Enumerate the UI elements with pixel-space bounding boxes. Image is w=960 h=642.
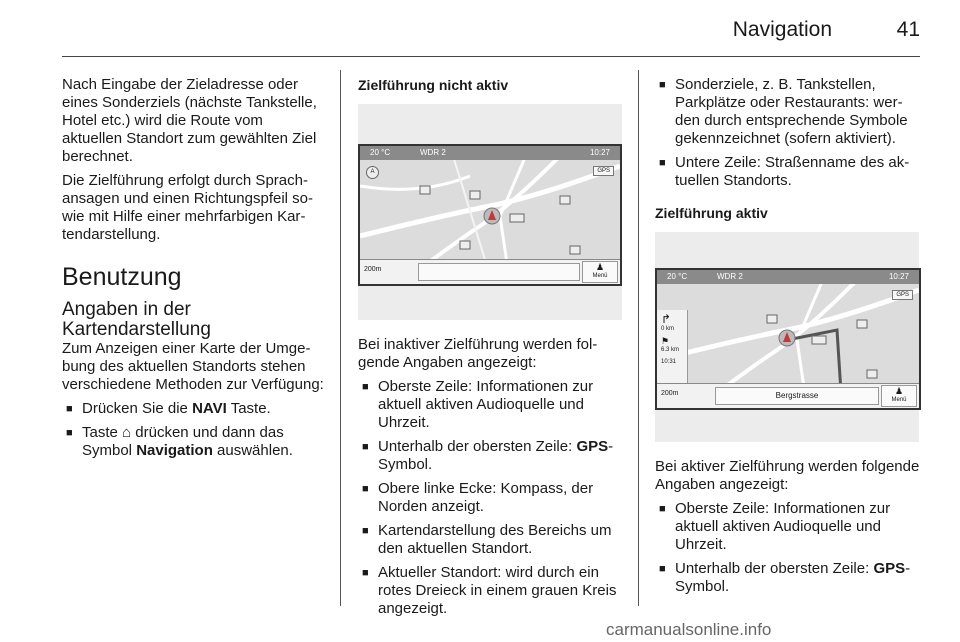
clock: 10:27	[589, 148, 610, 157]
heading-benutzung: Benutzung	[62, 263, 182, 291]
list-item: ■ Obere linke Ecke: Kompass, der Norden anzeigt.	[358, 480, 622, 516]
list-item: ■ Oberste Zeile: Informationen zur aktuell aktiven Audioquelle und Uhrzeit.	[655, 500, 921, 554]
street-name-field: Bergstrasse	[715, 387, 879, 405]
page-title: Navigation	[732, 18, 832, 41]
list-item: ■ Drücken Sie die NAVI Taste.	[62, 400, 326, 418]
list-item: ■ Oberste Zeile: Informationen zur aktuell aktiven Audioquelle und Uhrzeit.	[358, 378, 622, 432]
list-item: ■ Taste ⌂ drücken und dann das Symbol Navigation auswählen.	[62, 424, 326, 460]
destination-flag-icon: ⚑	[661, 336, 670, 346]
turn-distance: 0 km	[661, 326, 675, 332]
inactive-list	[358, 378, 622, 618]
column-1	[62, 76, 326, 466]
column-divider-1	[340, 70, 341, 606]
paragraph-methods: Zum Anzeigen einer Karte der Umgebung des aktuellen Standorts stehen verschiedene Methoden zur Verfügung:	[62, 340, 324, 393]
column-divider-2	[638, 70, 639, 606]
menu-button[interactable]: ♟ Menü	[582, 261, 618, 283]
compass-icon[interactable]: A	[366, 166, 379, 179]
screenshot-inactive	[358, 104, 622, 320]
paragraph-inactive-intro: Bei inaktiver Zielführung werden folgende Angaben angezeigt:	[358, 336, 598, 371]
person-icon: ♟	[595, 262, 605, 272]
person-icon: ♟	[894, 386, 904, 396]
page-header	[62, 0, 920, 57]
clock: 10:27	[888, 272, 909, 281]
home-icon: ⌂	[122, 424, 132, 441]
turn-arrow-icon: ↱	[661, 312, 672, 326]
active-list	[655, 500, 921, 596]
paragraph-route-calc: Nach Eingabe der Zieladresse oder eines Sonderziels (nächste Tankstelle, Hotel etc.) wird die Route vom aktuellen Standort zum gewählten Ziel berechnet.	[62, 76, 317, 165]
column-2	[358, 76, 622, 624]
map-bottom-bar-active	[657, 383, 919, 408]
list-item: ■ Unterhalb der obersten Zeile: GPS-Symbol.	[358, 438, 622, 474]
map-display	[358, 144, 622, 286]
status-bar-active	[657, 270, 919, 284]
street-name-field	[418, 263, 580, 281]
radio-station: WDR 2	[717, 272, 743, 281]
gps-badge: GPS	[593, 166, 614, 176]
map-bottom-bar	[360, 259, 620, 284]
remaining-distance: 6.3 km	[661, 347, 680, 353]
temperature: 20 °C	[370, 148, 391, 157]
watermark: carmanualsonline.info	[606, 620, 772, 639]
guidance-panel	[657, 310, 688, 384]
map-scale: 200m	[364, 266, 382, 273]
poi-list	[655, 76, 921, 190]
temperature: 20 °C	[667, 272, 688, 281]
screenshot-active	[655, 232, 919, 442]
list-item: ■ Sonderziele, z. B. Tankstellen, Parkplätze oder Restaurants: werden durch entsprechende Symbole gekennzeichnet (sofern aktiviert).	[655, 76, 921, 148]
subheading-active: Zielführung aktiv	[655, 205, 768, 221]
list-item: ■ Unterhalb der obersten Zeile: GPS-Symbol.	[655, 560, 921, 596]
methods-list	[62, 400, 326, 460]
gps-badge: GPS	[892, 290, 913, 300]
status-bar	[360, 146, 620, 160]
heading-kartendarstellung: Angaben in der Kartendarstellung	[62, 299, 211, 340]
radio-station: WDR 2	[420, 148, 446, 157]
paragraph-guidance: Die Zielführung erfolgt durch Sprachansagen und einen Richtungspfeil sowie mit Hilfe einer mehrfarbigen Kartendarstellung.	[62, 172, 314, 243]
list-item: ■ Aktueller Standort: wird durch ein rotes Dreieck in einem grauen Kreis angezeigt.	[358, 564, 622, 618]
map-display-active	[655, 268, 921, 410]
list-item: ■ Untere Zeile: Straßenname des aktuellen Standorts.	[655, 154, 921, 190]
arrival-time: 10:31	[661, 359, 677, 365]
column-3	[655, 76, 921, 602]
paragraph-active-intro: Bei aktiver Zielführung werden folgende Angaben angezeigt:	[655, 458, 920, 493]
list-item: ■ Kartendarstellung des Bereichs um den aktuellen Standort.	[358, 522, 622, 558]
page-number: 41	[896, 18, 920, 41]
map-scale: 200m	[661, 390, 679, 397]
subheading-inactive: Zielführung nicht aktiv	[358, 77, 509, 93]
menu-button[interactable]: ♟ Menü	[881, 385, 917, 407]
